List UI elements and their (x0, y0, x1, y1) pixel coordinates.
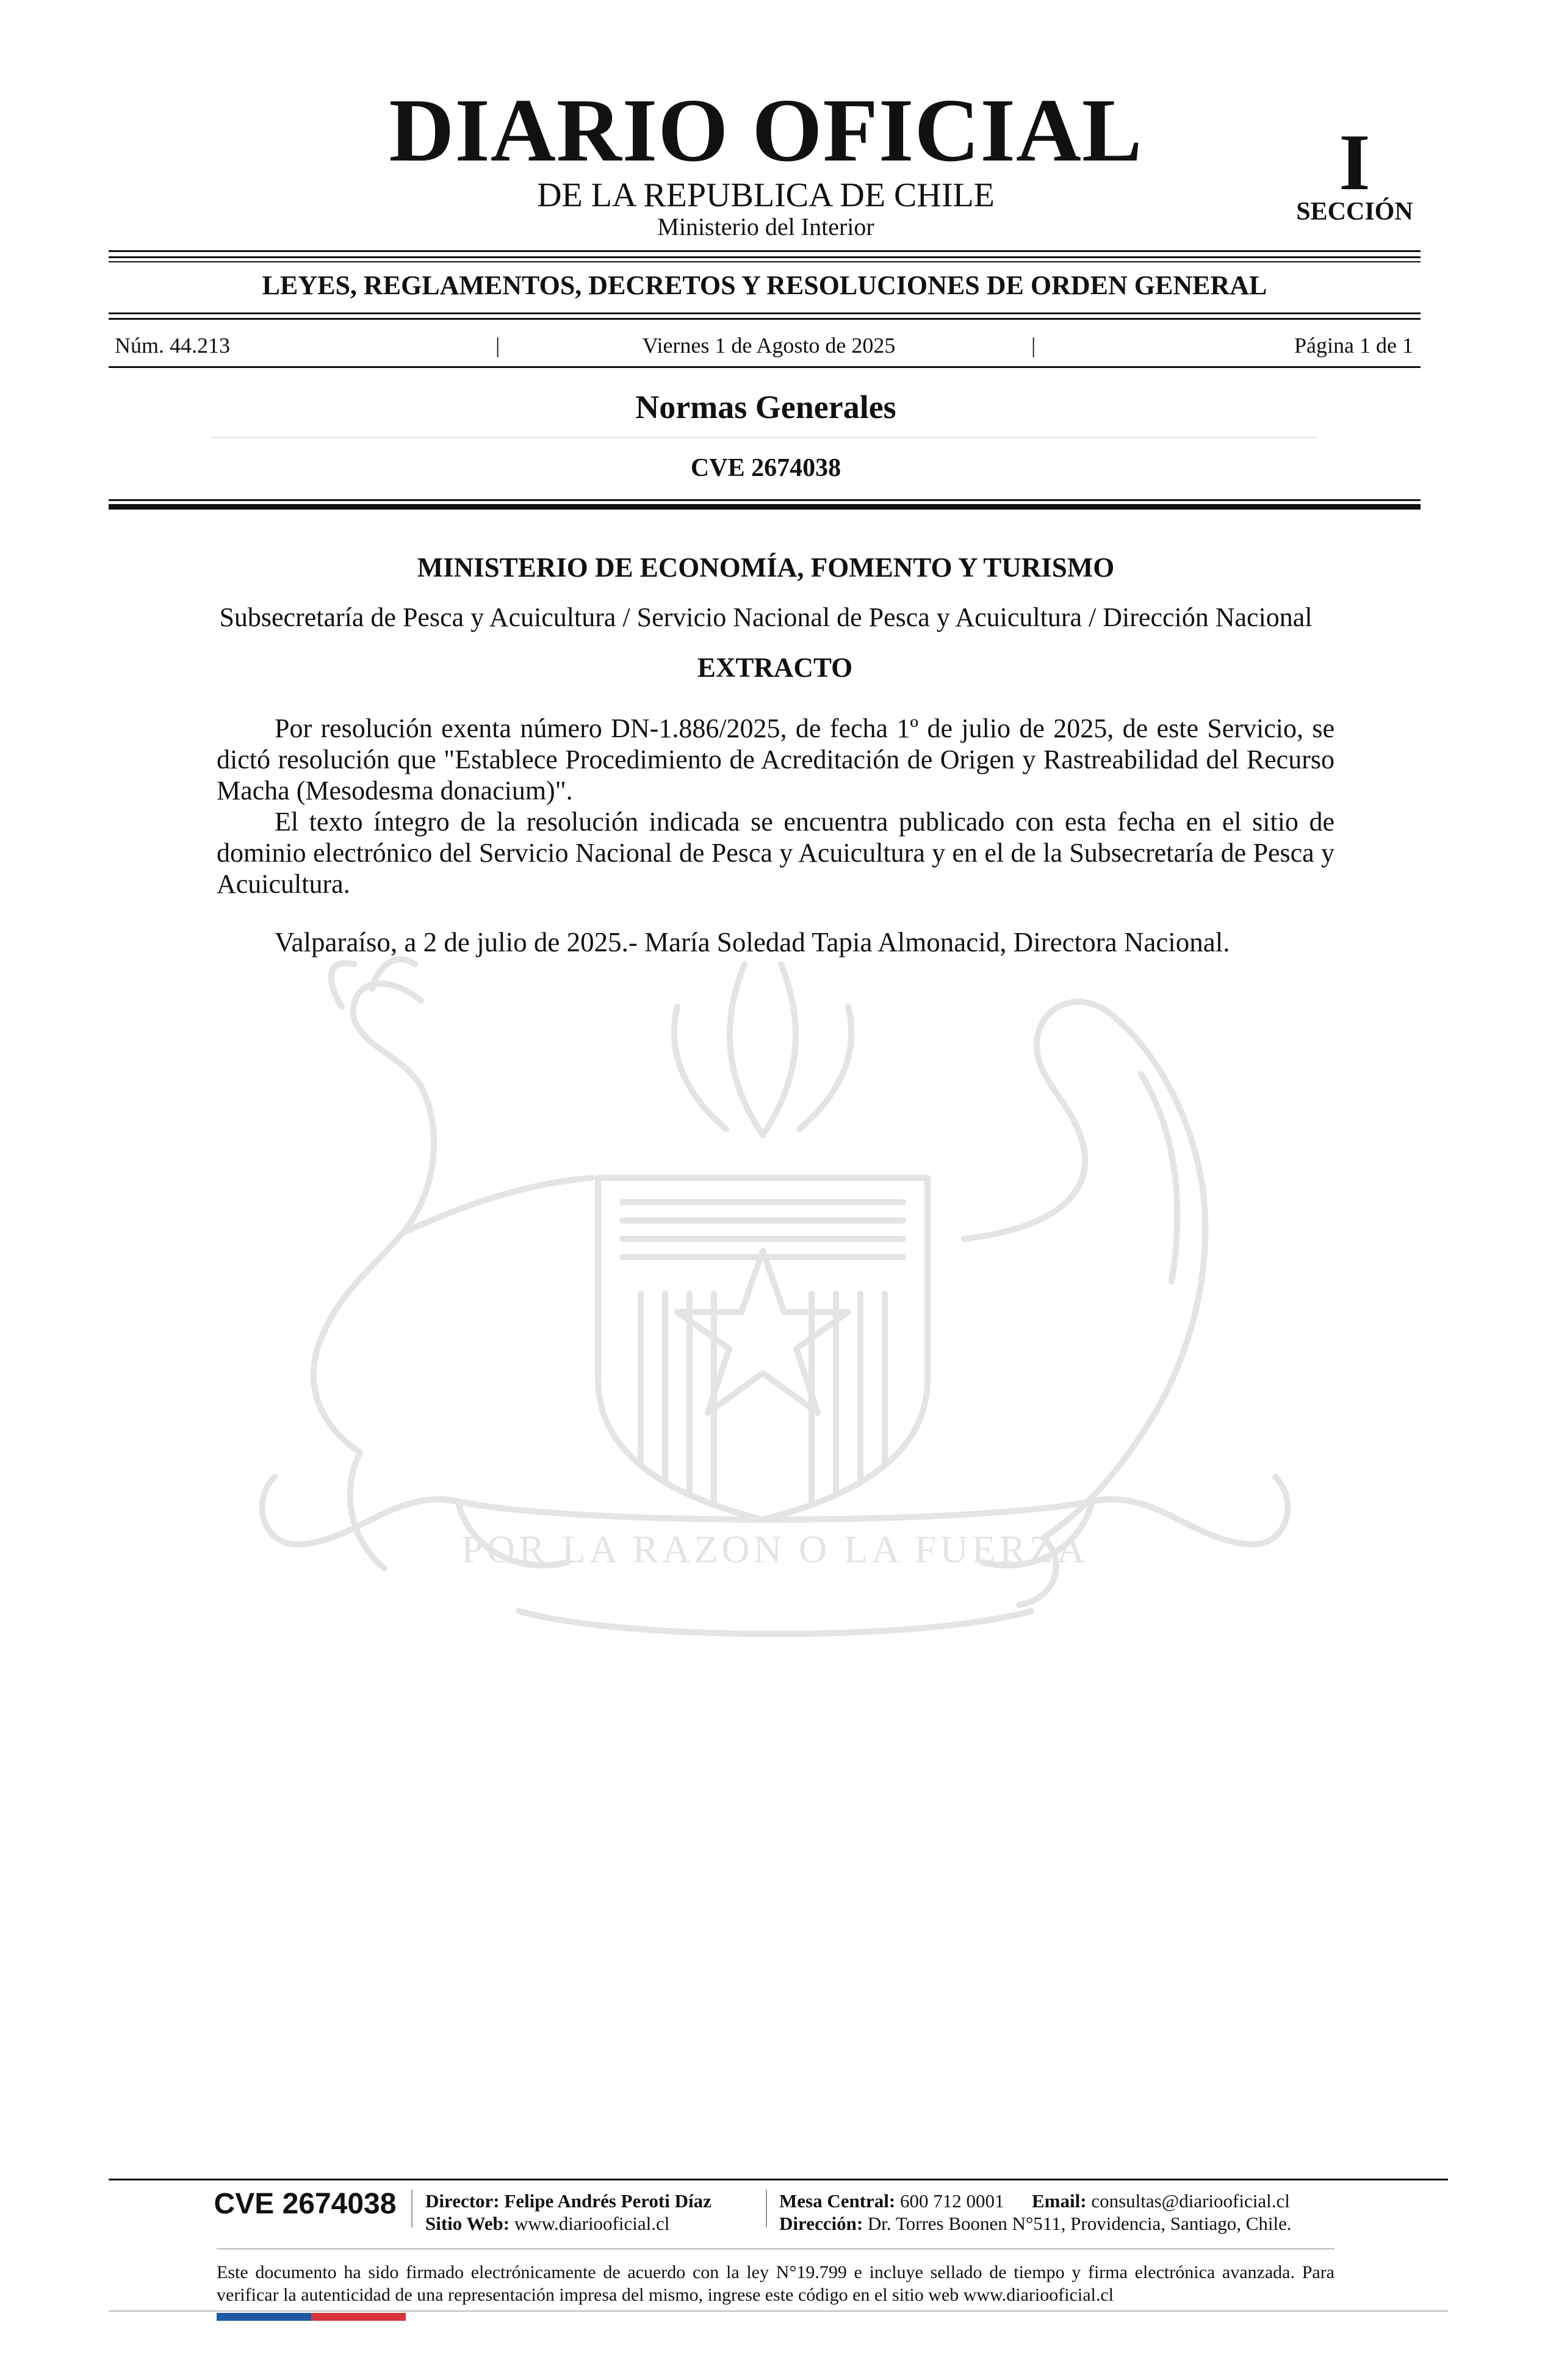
watermark-motto: POR LA RAZON O LA FUERZA (461, 1527, 1089, 1571)
meta-rule (109, 366, 1421, 368)
meta-separator: | (495, 333, 500, 358)
document-body (217, 713, 1334, 900)
footer-divider (766, 2190, 767, 2227)
issue-date: Viernes 1 de Agosto de 2025 (642, 333, 896, 358)
section-title: Normas Generales (635, 389, 896, 425)
web-link[interactable]: www.diariooficial.cl (514, 2213, 670, 2234)
cve-rule-thick (109, 504, 1421, 510)
banner-rule (109, 312, 1421, 314)
mesa-label: Mesa Central: (779, 2190, 896, 2212)
document-heading: EXTRACTO (697, 652, 853, 683)
section-number: I (1339, 117, 1371, 207)
page-indicator: Página 1 de 1 (1294, 333, 1413, 358)
issue-number: Núm. 44.213 (115, 333, 230, 358)
footer-director-block (425, 2190, 767, 2235)
document-ministry: MINISTERIO DE ECONOMÍA, FOMENTO Y TURISMO (417, 552, 1115, 583)
footer-cve: CVE 2674038 (214, 2188, 397, 2220)
body-paragraph: Por resolución exenta número DN-1.886/2025, de fecha 1º de julio de 2025, de este Servicio, se dictó resolución que "Establece Procedimiento de Acreditación de Origen y Rastreabilidad del Recurso Macha (Mesodesma donacium)". (217, 713, 1334, 806)
footer-rule (109, 2179, 1448, 2180)
header-rule (109, 261, 1421, 262)
header-rule (109, 256, 1421, 258)
cve-code: CVE 2674038 (690, 454, 841, 482)
director-name: Felipe Andrés Peroti Díaz (504, 2190, 711, 2212)
web-label: Sitio Web: (425, 2213, 510, 2234)
footer-legal-divider (217, 2248, 1334, 2249)
coat-of-arms-watermark (201, 952, 1349, 1660)
banner-rule (109, 318, 1421, 320)
masthead-subtitle: DE LA REPUBLICA DE CHILE (537, 176, 995, 214)
meta-separator: | (1031, 333, 1036, 358)
footer-bottom-rule (109, 2310, 1448, 2312)
header-rule (109, 250, 1421, 252)
flag-stripe-blue (217, 2313, 311, 2321)
flag-stripe-red (311, 2313, 406, 2321)
footer-legal-text: Este documento ha sido firmado electrónicamente de acuerdo con la ley N°19.799 e incluye sellado de tiempo y firma electrónica avanzada. Para verificar la autenticidad de una representación impresa del mismo, ingrese este código en el sitio web www.diariooficial.cl (217, 2262, 1334, 2305)
masthead-ministry: Ministerio del Interior (657, 213, 874, 240)
body-paragraph: El texto íntegro de la resolución indicada se encuentra publicado con esta fecha en el sitio de dominio electrónico del Servicio Nacional de Pesca y Acuicultura y en el de la Subsecretaría de Pesca y Acuicultura. (217, 807, 1334, 899)
direccion-label: Dirección: (779, 2213, 863, 2234)
document-signature: Valparaíso, a 2 de julio de 2025.- María Soledad Tapia Almonacid, Directora Nacional. (275, 927, 1230, 957)
section-label: SECCIÓN (1296, 198, 1413, 226)
direccion-value: Dr. Torres Boonen N°511, Providencia, Santiago, Chile. (867, 2213, 1292, 2234)
footer-contact-block (779, 2190, 1426, 2235)
mesa-phone: 600 712 0001 (900, 2190, 1004, 2212)
masthead-title: DIARIO OFICIAL (389, 81, 1143, 181)
director-label: Director: (425, 2190, 500, 2212)
email-label: Email: (1032, 2190, 1087, 2212)
document-subsecretaria: Subsecretaría de Pesca y Acuicultura / Servicio Nacional de Pesca y Acuicultura / Dirección Nacional (219, 602, 1313, 632)
email-link[interactable]: consultas@diariooficial.cl (1091, 2190, 1290, 2212)
banner-title: LEYES, REGLAMENTOS, DECRETOS Y RESOLUCIONES DE ORDEN GENERAL (262, 270, 1267, 300)
section-divider (211, 437, 1318, 438)
footer-divider (411, 2190, 412, 2227)
cve-rule (109, 499, 1421, 501)
